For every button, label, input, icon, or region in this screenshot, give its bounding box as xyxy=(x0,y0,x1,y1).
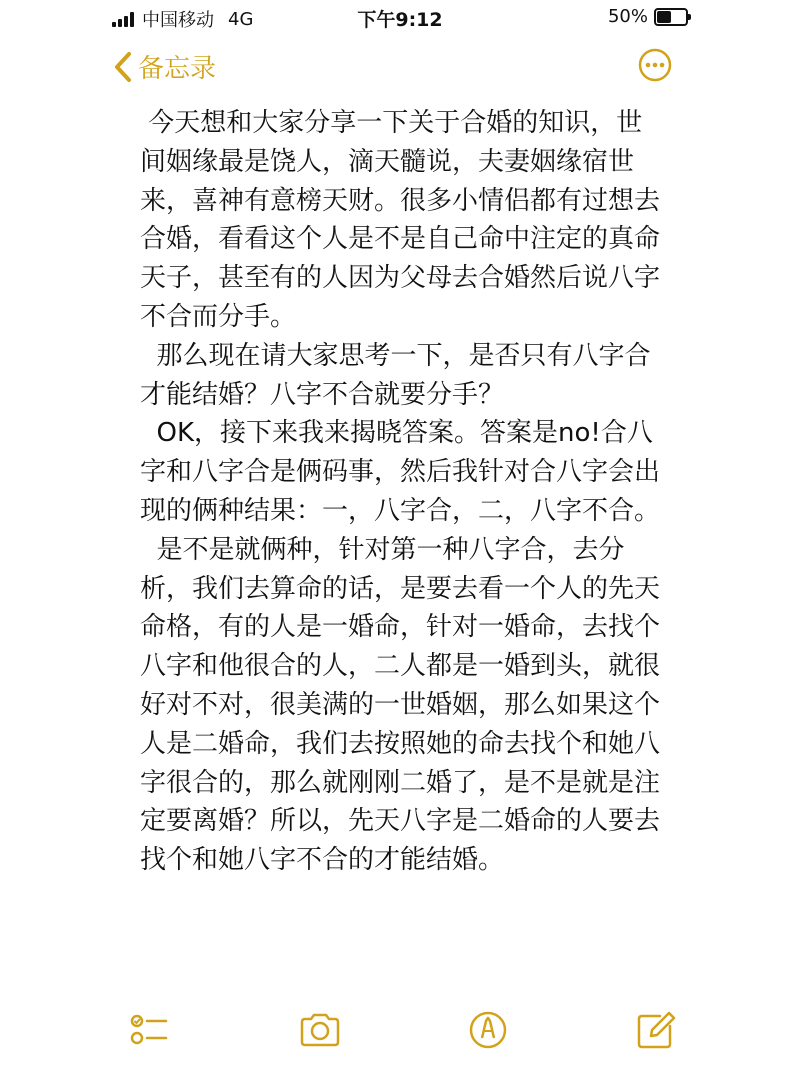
status-right xyxy=(608,6,688,27)
bottom-toolbar xyxy=(0,1008,800,1058)
network-type: 4G xyxy=(228,8,254,30)
note-body[interactable] xyxy=(140,104,660,880)
battery-nub xyxy=(688,14,691,20)
back-label: 备忘录 xyxy=(138,54,217,84)
more-options-button[interactable] xyxy=(638,48,672,82)
markup-button[interactable] xyxy=(466,1008,510,1052)
status-time: 下午9:12 xyxy=(357,9,443,31)
ellipsis-circle-icon xyxy=(638,67,672,86)
note-paragraph: 是不是就俩种，针对第一种八字合，去分析，我们去算命的话，是要去看一个人的先天命格，有的人是一婚命，针对一婚命，去找个八字和他很合的人，二人都是一婚到头，就很好对不对，很美满的一世婚姻，那么如果这个人是二婚命，我们去按照她的命去找个和她八字很合的，那么就刚刚二婚了，是不是就是注定要离婚？所以，先天八字是二婚命的人要去找个和她八字不合的才能结婚。 xyxy=(140,534,661,876)
battery-percent: 50% xyxy=(607,6,648,27)
checklist-icon xyxy=(128,1008,172,1052)
note-paragraph: 今天想和大家分享一下关于合婚的知识，世间姻缘最是饶人，滴天髓说，夫妻姻缘宿世来，喜神有意榜天财。很多小情侣都有过想去合婚，看看这个人是不是自己命中注定的真命天子，甚至有的人因为父母去合婚然后说八字不合而分手。 xyxy=(140,108,661,332)
chevron-left-icon xyxy=(112,50,134,84)
carrier-name: 中国移动 xyxy=(142,10,214,31)
battery-fill xyxy=(657,11,671,23)
note-paragraph: OK，接下来我来揭晓答案。答案是no!合八字和八字合是俩码事，然后我针对合八字会出现的俩种结果：一，八字合，二，八字不合。 xyxy=(140,418,661,526)
compose-button[interactable] xyxy=(634,1008,678,1052)
checklist-button[interactable] xyxy=(128,1008,172,1052)
compose-icon xyxy=(634,1008,678,1052)
camera-icon xyxy=(298,1008,342,1052)
status-bar xyxy=(0,0,800,36)
nav-bar xyxy=(0,40,800,96)
markup-pen-icon xyxy=(466,1008,510,1052)
note-paragraph: 那么现在请大家思考一下，是否只有八字合才能结婚？八字不合就要分手？ xyxy=(140,340,651,410)
battery-icon xyxy=(654,8,688,26)
back-button[interactable] xyxy=(112,48,216,85)
camera-button[interactable] xyxy=(298,1008,342,1052)
